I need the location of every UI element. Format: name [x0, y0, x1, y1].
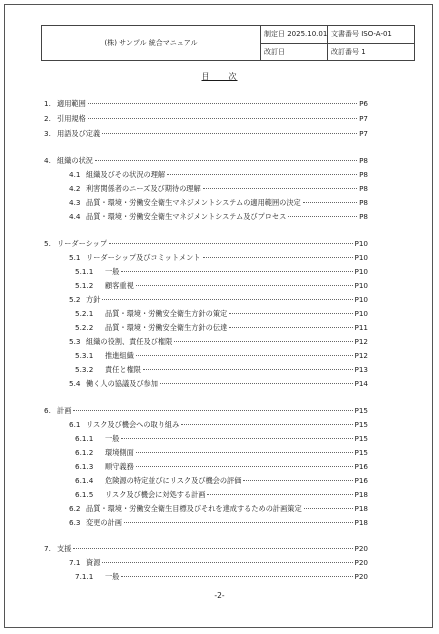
toc-entry-leader — [95, 160, 357, 161]
toc-entry-title: 推進組織 — [105, 351, 134, 360]
toc-entry-title: 順守義務 — [105, 462, 134, 471]
toc-entry[interactable] — [44, 543, 368, 554]
established-date: 制定日 2025.10.01 — [261, 26, 328, 44]
toc-entry[interactable] — [69, 419, 368, 430]
toc-entry[interactable] — [75, 322, 368, 333]
toc-entry-leader — [160, 383, 353, 384]
toc-entry-title: 働く人の協議及び参加 — [86, 379, 158, 388]
toc-entry-page: P12 — [354, 337, 368, 346]
toc-entry-number: 5.4 — [69, 379, 81, 388]
toc-entry-leader — [102, 299, 352, 300]
toc-entry-page: P13 — [354, 365, 368, 374]
toc-entry-number: 4.1 — [69, 170, 81, 179]
toc-entry[interactable] — [69, 252, 368, 263]
toc-entry[interactable] — [75, 461, 368, 472]
toc-entry-title: 一般 — [105, 572, 120, 581]
toc-entry-page: P15 — [354, 434, 368, 443]
toc-entry-page: P20 — [354, 558, 368, 567]
toc-entry-title: 用語及び定義 — [57, 129, 101, 138]
toc-entry-leader — [102, 562, 352, 563]
toc-entry-leader — [136, 355, 353, 356]
toc-entry-title: 品質・環境・労働安全衛生方針の策定 — [105, 309, 228, 318]
toc-entry[interactable] — [69, 503, 368, 514]
toc-entry[interactable] — [75, 266, 368, 277]
toc-entry-page: P6 — [359, 99, 368, 108]
toc-entry-page: P8 — [359, 198, 368, 207]
toc-entry-leader — [88, 118, 357, 119]
toc-entry-title: リスク及び機会に対処する計画 — [105, 490, 206, 499]
toc-entry[interactable] — [44, 155, 368, 166]
toc-entry-number: 7.1.1 — [75, 572, 94, 581]
toc-entry[interactable] — [75, 280, 368, 291]
toc-entry-title: 組織の状況 — [57, 156, 93, 165]
toc-entry-leader — [167, 174, 357, 175]
toc-entry-title: 変更の計画 — [86, 518, 122, 527]
toc-entry[interactable] — [69, 378, 368, 389]
toc-entry-leader — [303, 202, 357, 203]
toc-entry-title: 品質・環境・労働安全衛生目標及びそれを達成するための計画策定 — [86, 504, 302, 513]
toc-entry-title: 資源 — [86, 558, 101, 567]
toc-entry-page: P20 — [354, 544, 368, 553]
toc-entry-title: 適用範囲 — [57, 99, 86, 108]
toc-entry-number: 5.2.1 — [75, 309, 94, 318]
toc-entry-leader — [124, 522, 353, 523]
toc-entry-leader — [174, 341, 352, 342]
toc-entry-number: 5.3 — [69, 337, 81, 346]
toc-entry-title: 方針 — [86, 295, 101, 304]
toc-entry-title: 品質・環境・労働安全衛生方針の伝達 — [105, 323, 228, 332]
toc-entry-page: P10 — [354, 267, 368, 276]
revision-date: 改訂日 — [261, 43, 328, 61]
toc-entry-page: P10 — [354, 309, 368, 318]
toc-entry-number: 4.4 — [69, 212, 81, 221]
toc-entry-title: 組織及びその状況の理解 — [86, 170, 166, 179]
toc-entry-title: 組織の役割、責任及び権限 — [86, 337, 173, 346]
toc-entry-number: 4. — [44, 156, 51, 165]
toc-entry-leader — [121, 576, 352, 577]
toc-entry-leader — [73, 548, 352, 549]
toc-entry-number: 5. — [44, 239, 51, 248]
toc-entry-title: 引用規格 — [57, 114, 86, 123]
toc-entry-number: 5.1.1 — [75, 267, 94, 276]
toc-entry-page: P20 — [354, 572, 368, 581]
toc-entry[interactable] — [75, 571, 368, 582]
toc-entry-leader — [229, 313, 352, 314]
toc-entry-page: P16 — [354, 476, 368, 485]
toc-entry-leader — [203, 257, 353, 258]
toc-entry-number: 1. — [44, 99, 51, 108]
toc-entry-number: 6.1.2 — [75, 448, 94, 457]
toc-entry-number: 6.1.1 — [75, 434, 94, 443]
toc-entry-number: 6.1.4 — [75, 476, 94, 485]
toc-heading: 目 次 — [201, 72, 238, 81]
toc-entry-number: 6. — [44, 406, 51, 415]
toc-entry-title: リスク及び機会への取り組み — [86, 420, 180, 429]
toc-entry-page: P15 — [354, 406, 368, 415]
toc-entry-number: 4.3 — [69, 198, 81, 207]
toc-entry[interactable] — [69, 294, 368, 305]
toc-entry-leader — [136, 452, 353, 453]
toc-entry[interactable] — [69, 183, 368, 194]
toc-entry-number: 7.1 — [69, 558, 81, 567]
toc-entry-page: P11 — [354, 323, 368, 332]
toc-entry[interactable] — [44, 113, 368, 124]
toc-entry-number: 6.3 — [69, 518, 81, 527]
revision-number: 改訂番号 1 — [328, 43, 415, 61]
toc-entry[interactable] — [75, 364, 368, 375]
toc-entry-leader — [136, 466, 353, 467]
toc-entry[interactable] — [75, 489, 368, 500]
toc-entry-title: リーダーシップ及びコミットメント — [86, 253, 201, 262]
toc-entry[interactable] — [75, 475, 368, 486]
toc-entry[interactable] — [69, 517, 368, 528]
toc-entry-title: リーダーシップ — [57, 239, 108, 248]
toc-entry-title: 環境側面 — [105, 448, 134, 457]
toc-entry-title: 危険源の特定並びにリスク及び機会の評価 — [105, 476, 242, 485]
toc-entry-leader — [121, 271, 352, 272]
toc-entry-leader — [207, 494, 352, 495]
toc-entry-leader — [102, 133, 357, 134]
toc-entry[interactable] — [44, 405, 368, 416]
toc-entry-number: 5.1.2 — [75, 281, 94, 290]
toc-entry-number: 5.3.1 — [75, 351, 94, 360]
toc-entry-title: 品質・環境・労働安全衛生マネジメントシステムの適用範囲の決定 — [86, 198, 301, 207]
toc-entry-page: P7 — [359, 129, 368, 138]
toc-entry-page: P7 — [359, 114, 368, 123]
toc-entry[interactable] — [44, 128, 368, 139]
toc-entry-page: P18 — [354, 518, 368, 527]
toc-entry[interactable] — [44, 238, 368, 249]
toc-entry[interactable] — [69, 336, 368, 347]
toc-entry-number: 5.2.2 — [75, 323, 94, 332]
page-number: -2- — [214, 591, 225, 600]
document-title: (株) サンプル 統合マニュアル — [42, 26, 261, 61]
toc-entry-title: 計画 — [57, 406, 72, 415]
toc-entry-page: P8 — [359, 184, 368, 193]
toc-entry-number: 5.2 — [69, 295, 81, 304]
toc-entry-number: 6.1.3 — [75, 462, 94, 471]
toc-entry-leader — [229, 327, 352, 328]
toc-entry-number: 4.2 — [69, 184, 81, 193]
toc-entry-number: 6.1.5 — [75, 490, 94, 499]
toc-entry-number: 7. — [44, 544, 51, 553]
toc-entry-page: P18 — [354, 504, 368, 513]
toc-entry-leader — [304, 508, 353, 509]
toc-entry-leader — [109, 243, 352, 244]
toc-entry[interactable] — [75, 308, 368, 319]
toc-entry[interactable] — [69, 197, 368, 208]
toc-entry-title: 一般 — [105, 434, 120, 443]
toc-entry-page: P8 — [359, 156, 368, 165]
toc-entry-title: 顧客重視 — [105, 281, 134, 290]
toc-entry-number: 5.1 — [69, 253, 81, 262]
toc-entry-leader — [143, 369, 353, 370]
toc-entry-number: 5.3.2 — [75, 365, 94, 374]
toc-entry-page: P8 — [359, 212, 368, 221]
toc-entry[interactable] — [44, 98, 368, 109]
toc-entry-page: P10 — [354, 253, 368, 262]
toc-entry-number: 6.2 — [69, 504, 81, 513]
toc-entry-title: 一般 — [105, 267, 120, 276]
toc-entry-leader — [121, 438, 352, 439]
toc-entry-number: 3. — [44, 129, 51, 138]
toc-entry[interactable] — [75, 447, 368, 458]
toc-entry-leader — [73, 410, 352, 411]
toc-entry-page: P15 — [354, 448, 368, 457]
toc-entry-leader — [136, 285, 353, 286]
toc-entry-page: P10 — [354, 239, 368, 248]
toc-entry-title: 支援 — [57, 544, 72, 553]
toc-entry[interactable] — [75, 350, 368, 361]
toc-entry-page: P14 — [354, 379, 368, 388]
toc-entry-leader — [288, 216, 357, 217]
toc-entry-page: P16 — [354, 462, 368, 471]
toc-entry-page: P8 — [359, 170, 368, 179]
toc-entry-leader — [88, 103, 357, 104]
toc-entry-title: 責任と権限 — [105, 365, 141, 374]
toc-entry[interactable] — [69, 211, 368, 222]
toc-entry-page: P18 — [354, 490, 368, 499]
toc-entry[interactable] — [69, 557, 368, 568]
toc-entry-title: 利害関係者のニーズ及び期待の理解 — [86, 184, 201, 193]
document-number: 文書番号 ISO-A-01 — [328, 26, 415, 44]
toc-entry-title: 品質・環境・労働安全衛生マネジメントシステム及びプロセス — [86, 212, 287, 221]
toc-entry[interactable] — [69, 169, 368, 180]
toc-entry[interactable] — [75, 433, 368, 444]
toc-entry-number: 2. — [44, 114, 51, 123]
toc-entry-leader — [243, 480, 352, 481]
toc-entry-number: 6.1 — [69, 420, 81, 429]
toc-entry-leader — [181, 424, 352, 425]
toc-entry-page: P10 — [354, 281, 368, 290]
toc-entry-leader — [203, 188, 357, 189]
toc-entry-page: P15 — [354, 420, 368, 429]
toc-entry-page: P10 — [354, 295, 368, 304]
toc-entry-page: P12 — [354, 351, 368, 360]
